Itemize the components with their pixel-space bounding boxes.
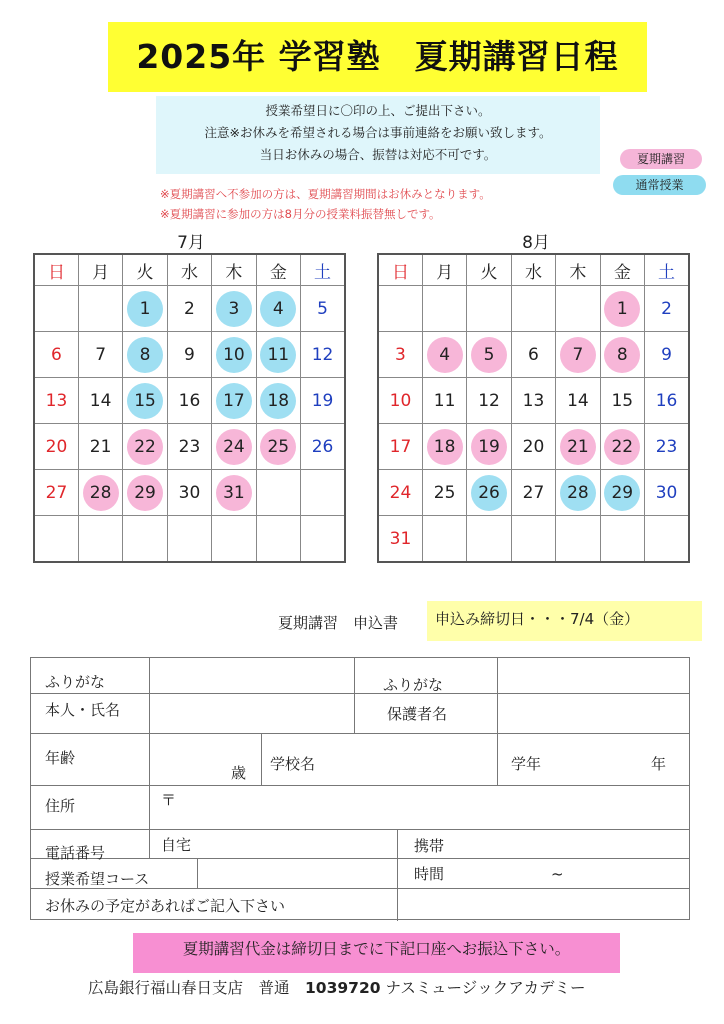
warning-note: ※夏期講習へ不参加の方は、夏期講習期間はお休みとなります。 [160,187,491,201]
calendar-week [34,470,345,516]
weekday-header: 土 [645,254,689,286]
calendar-day[interactable] [301,332,345,378]
calendar-day[interactable] [167,286,211,332]
calendar-day[interactable] [78,378,122,424]
calendar-day[interactable] [600,424,644,470]
regular-class-day: 29 [604,475,640,511]
home-phone-label: 自宅 [161,836,192,854]
day-number: 10 [389,390,412,411]
time-separator: ~ [551,865,564,883]
calendar-day[interactable] [78,516,122,563]
weekday-header: 日 [34,254,78,286]
calendar-day[interactable] [301,516,345,563]
regular-class-day: 15 [127,383,163,419]
furigana-label: ふりがな [45,673,106,691]
calendar-day[interactable] [422,378,466,424]
regular-class-day: 10 [216,337,252,373]
summer-course-day: 22 [604,429,640,465]
weekday-header: 火 [467,254,511,286]
calendar-day[interactable] [212,332,256,378]
regular-class-day: 4 [260,291,296,327]
regular-class-day: 17 [216,383,252,419]
calendar-week [378,424,689,470]
calendar-day[interactable] [78,470,122,516]
calendar-day[interactable] [167,470,211,516]
calendar-day[interactable] [600,332,644,378]
july-label: 7月 [177,233,205,253]
day-number: 16 [655,390,678,411]
day-number: 19 [311,390,334,411]
day-number: 6 [528,344,539,365]
calendar-day[interactable] [645,332,689,378]
summer-course-day: 8 [604,337,640,373]
name-label: 本人・氏名 [45,701,121,719]
summer-course-day: 19 [471,429,507,465]
august-label: 8月 [522,233,550,253]
day-number: 17 [389,436,412,457]
day-number: 26 [311,436,334,457]
august-calendar [377,253,690,563]
calendar-day[interactable] [123,516,167,563]
calendar-day[interactable] [256,286,300,332]
calendar-day[interactable] [422,332,466,378]
day-number: 6 [51,344,62,365]
day-number: 23 [655,436,678,457]
calendar-day[interactable] [556,516,600,563]
calendar-day[interactable] [123,332,167,378]
calendar-week [378,286,689,332]
calendar-week [378,378,689,424]
calendar-day[interactable] [167,516,211,563]
weekday-header: 水 [511,254,555,286]
day-number: 9 [184,344,195,365]
day-number: 23 [178,436,201,457]
guardian-label: 保護者名 [387,705,448,723]
calendar-day[interactable] [301,378,345,424]
weekday-header: 月 [78,254,122,286]
regular-class-day: 3 [216,291,252,327]
calendar-day[interactable] [556,286,600,332]
summer-course-day: 22 [127,429,163,465]
calendar-day[interactable] [34,286,78,332]
calendar-day[interactable] [467,516,511,563]
regular-class-day: 26 [471,475,507,511]
day-number: 21 [89,436,112,457]
instruction-line: 注意※お休みを希望される場合は事前連絡をお願い致します。 [204,125,552,140]
day-number: 30 [178,482,201,503]
age-unit: 歳 [231,764,247,782]
day-number: 31 [389,528,412,549]
calendar-day[interactable] [378,516,422,563]
weekday-header: 木 [212,254,256,286]
calendar-day[interactable] [378,378,422,424]
account-number: 1039720 [305,979,381,997]
course-label: 授業希望コース [45,870,150,888]
summer-course-day: 31 [216,475,252,511]
day-number: 13 [45,390,68,411]
calendar-day[interactable] [645,516,689,563]
calendar-week [378,470,689,516]
weekday-header: 木 [556,254,600,286]
calendar-day[interactable] [212,470,256,516]
weekday-header: 火 [123,254,167,286]
instruction-line: 当日お休みの場合、振替は対応不可です。 [259,147,497,162]
school-label: 学校名 [270,755,316,773]
grade-unit: 年 [651,755,667,773]
instruction-line: 授業希望日に〇印の上、ご提出下さい。 [265,103,491,118]
absence-label: お休みの予定があればご記入下さい [45,897,286,915]
calendar-day[interactable] [378,286,422,332]
calendar-day[interactable] [78,332,122,378]
regular-class-day: 11 [260,337,296,373]
calendar-day[interactable] [167,378,211,424]
day-number: 30 [655,482,678,503]
summer-course-day: 4 [427,337,463,373]
weekday-header: 月 [422,254,466,286]
calendar-day[interactable] [600,516,644,563]
calendar-day[interactable] [600,470,644,516]
regular-class-day: 18 [260,383,296,419]
calendar-day[interactable] [467,470,511,516]
age-label: 年齢 [45,749,76,767]
day-number: 11 [433,390,456,411]
bank-info [88,976,688,998]
calendar-day[interactable] [600,286,644,332]
calendar-day[interactable] [511,286,555,332]
calendar-day[interactable] [422,516,466,563]
calendar-day[interactable] [123,286,167,332]
instructions-box [156,96,600,174]
calendar-week [378,332,689,378]
regular-class-day: 1 [127,291,163,327]
day-number: 14 [89,390,112,411]
summer-course-day: 21 [560,429,596,465]
legend-regular-class: 通常授業 [613,175,706,195]
calendar-day[interactable] [34,378,78,424]
account-holder: ナスミュージックアカデミー [380,979,586,997]
regular-class-day: 8 [127,337,163,373]
summer-course-day: 5 [471,337,507,373]
calendar-day[interactable] [422,470,466,516]
july-calendar [33,253,346,563]
day-number: 27 [45,482,68,503]
summer-course-day: 18 [427,429,463,465]
summer-course-day: 24 [216,429,252,465]
day-number: 27 [522,482,545,503]
calendar-day[interactable] [422,424,466,470]
calendar-week [34,332,345,378]
application-form [30,657,690,920]
day-number: 16 [178,390,201,411]
day-number: 20 [522,436,545,457]
calendar-day[interactable] [645,286,689,332]
calendar-day[interactable] [78,286,122,332]
calendar-day[interactable] [34,332,78,378]
day-number: 25 [433,482,456,503]
day-number: 7 [95,344,107,365]
calendar-day[interactable] [256,470,300,516]
deadline-box: 申込み締切日・・・7/4（金） [427,601,702,641]
regular-class-day: 28 [560,475,596,511]
calendar-day[interactable] [600,378,644,424]
weekday-header: 水 [167,254,211,286]
address-label: 住所 [45,797,76,815]
calendar-day[interactable] [212,286,256,332]
calendar-day[interactable] [34,470,78,516]
calendar-day[interactable] [256,516,300,563]
legend-summer-course: 夏期講習 [620,149,702,169]
calendar-day[interactable] [301,470,345,516]
calendar-day[interactable] [511,470,555,516]
calendar-day[interactable] [301,286,345,332]
day-number: 12 [478,390,500,411]
calendar-day[interactable] [212,424,256,470]
day-number: 14 [567,390,589,411]
day-number: 15 [611,390,634,411]
calendar-day[interactable] [256,332,300,378]
calendar-week [34,286,345,332]
summer-course-day: 1 [604,291,640,327]
calendar-day[interactable] [645,470,689,516]
calendar-day[interactable] [511,424,555,470]
calendar-day[interactable] [123,470,167,516]
summer-course-day: 28 [83,475,119,511]
calendar-day[interactable] [34,516,78,563]
calendar-day[interactable] [378,424,422,470]
calendar-day[interactable] [301,424,345,470]
calendar-day[interactable] [511,378,555,424]
day-number: 24 [389,482,412,503]
day-number: 3 [395,344,406,365]
calendar-day[interactable] [556,378,600,424]
phone-label: 電話番号 [45,844,106,862]
calendar-day[interactable] [645,424,689,470]
calendar-day[interactable] [256,378,300,424]
weekday-header: 金 [256,254,300,286]
warning-note: ※夏期講習に参加の方は8月分の授業料振替無しです。 [160,207,441,221]
calendar-week [34,378,345,424]
calendar-day[interactable] [511,516,555,563]
summer-course-day: 25 [260,429,296,465]
calendar-day[interactable] [378,332,422,378]
calendar-day[interactable] [467,424,511,470]
weekday-header: 土 [301,254,345,286]
day-number: 2 [184,298,195,319]
calendar-day[interactable] [378,470,422,516]
calendar-day[interactable] [645,378,689,424]
day-number: 13 [522,390,545,411]
day-number: 20 [45,436,68,457]
calendar-day[interactable] [256,424,300,470]
bank-name: 広島銀行福山春日支店 普通 [88,979,306,997]
calendar-week [378,516,689,563]
summer-course-day: 29 [127,475,163,511]
calendar-day[interactable] [78,424,122,470]
calendar-day[interactable] [556,332,600,378]
guardian-furigana-label: ふりがな [383,676,444,694]
weekday-header: 日 [378,254,422,286]
summer-course-day: 7 [560,337,596,373]
form-title: 夏期講習 申込書 [278,614,399,632]
mobile-phone-label: 携帯 [414,837,445,855]
calendar-day[interactable] [34,424,78,470]
day-number: 9 [661,344,672,365]
calendar-day[interactable] [123,424,167,470]
calendar-day[interactable] [467,286,511,332]
calendar-day[interactable] [212,516,256,563]
day-number: 12 [311,344,334,365]
calendar-day[interactable] [556,424,600,470]
postal-mark: 〒 [161,791,177,809]
calendar-day[interactable] [123,378,167,424]
payment-banner: 夏期講習代金は締切日までに下記口座へお振込下さい。 [133,933,620,973]
calendar-week [34,516,345,563]
calendar-day[interactable] [167,424,211,470]
page-title: 2025年 学習塾 夏期講習日程 [108,22,647,92]
calendar-day[interactable] [556,470,600,516]
day-number: 2 [661,298,672,319]
weekday-header: 金 [600,254,644,286]
day-number: 5 [317,298,328,319]
calendar-day[interactable] [422,286,466,332]
calendar-day[interactable] [467,378,511,424]
calendar-day[interactable] [467,332,511,378]
grade-label: 学年 [511,755,542,773]
calendar-day[interactable] [511,332,555,378]
calendar-week [34,424,345,470]
calendar-day[interactable] [212,378,256,424]
time-label: 時間 [414,865,445,883]
calendar-day[interactable] [167,332,211,378]
